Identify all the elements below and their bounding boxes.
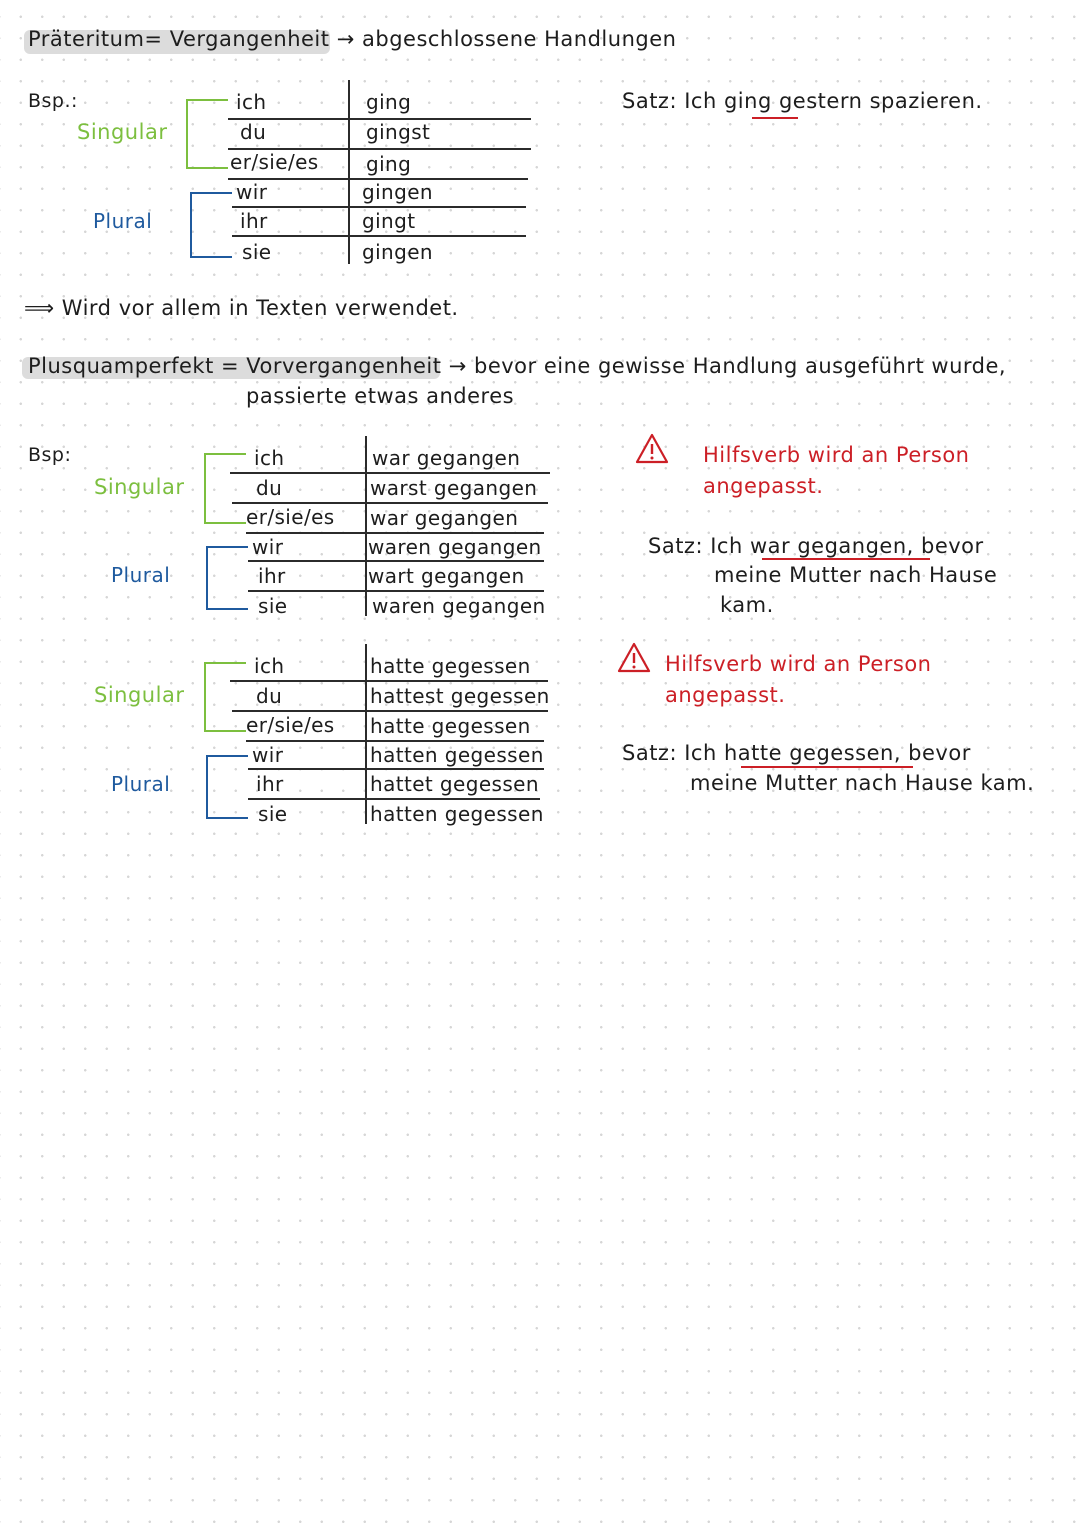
- plural-label: Plural: [111, 563, 171, 587]
- verb-form-cell: war gegangen: [370, 506, 519, 530]
- verb-underline: [752, 117, 798, 119]
- warning-triangle-icon: [635, 433, 669, 465]
- sentence-end: , bevor: [906, 534, 984, 558]
- pronoun-cell: sie: [242, 240, 272, 264]
- plusquamperfekt-heading: [28, 354, 1006, 378]
- pronoun-cell: du: [256, 684, 283, 708]
- plural-label: Plural: [93, 209, 153, 233]
- example-sentence: [622, 89, 983, 113]
- sentence-end: gestern spazieren.: [778, 89, 983, 113]
- singular-label: Singular: [94, 475, 185, 499]
- satz-label: Satz:: [622, 89, 678, 113]
- verb-form-cell: gingen: [362, 240, 434, 264]
- pronoun-cell: wir: [252, 743, 284, 767]
- pronoun-cell: ihr: [240, 209, 268, 233]
- warning-text-line2: angepasst.: [665, 683, 786, 707]
- singular-bracket: [204, 662, 246, 732]
- singular-bracket: [186, 99, 228, 169]
- verb-underline: [762, 558, 930, 560]
- sentence-start: Ich: [684, 89, 717, 113]
- bsp-label: Bsp:: [28, 444, 72, 466]
- heading-arrow: →: [448, 354, 467, 378]
- usage-note: ⟹ Wird vor allem in Texten verwendet.: [24, 296, 459, 320]
- pronoun-cell: er/sie/es: [230, 150, 319, 174]
- verb-form-cell: ging: [366, 152, 412, 176]
- pronoun-cell: du: [240, 120, 267, 144]
- singular-label: Singular: [77, 120, 168, 144]
- sentence-start: Ich: [710, 534, 743, 558]
- sentence-verb: war gegangen: [749, 534, 907, 558]
- verb-form-cell: war gegangen: [372, 446, 521, 470]
- sentence-end: , bevor: [893, 741, 971, 765]
- pronoun-cell: sie: [258, 594, 288, 618]
- pronoun-cell: wir: [252, 535, 284, 559]
- plural-bracket: [206, 546, 248, 610]
- singular-label: Singular: [94, 683, 185, 707]
- sentence-verb: hatte gegessen: [723, 741, 894, 765]
- pronoun-cell: du: [256, 476, 283, 500]
- warning-triangle-icon: [617, 642, 651, 674]
- sentence-line3: kam.: [720, 593, 774, 617]
- pronoun-cell: wir: [236, 180, 268, 204]
- bsp-label: Bsp.:: [28, 90, 78, 112]
- heading-arrow: →: [336, 27, 355, 51]
- verb-form-cell: gingt: [362, 209, 416, 233]
- warning-text-line1: Hilfsverb wird an Person: [703, 443, 970, 467]
- plural-bracket: [206, 755, 248, 819]
- singular-bracket: [204, 453, 246, 524]
- sentence-start: Ich: [684, 741, 717, 765]
- plural-label: Plural: [111, 772, 171, 796]
- heading-meaning: Vorvergangenheit: [246, 354, 442, 378]
- heading-description: abgeschlossene Handlungen: [362, 27, 677, 51]
- verb-form-cell: hatte gegessen: [370, 714, 531, 738]
- verb-form-cell: waren gegangen: [368, 535, 542, 559]
- sentence-line2: meine Mutter nach Hause kam.: [690, 771, 1035, 795]
- warning-text-line1: Hilfsverb wird an Person: [665, 652, 932, 676]
- satz-label: Satz:: [622, 741, 678, 765]
- sentence-verb: ging: [723, 89, 772, 113]
- heading-term: Präteritum: [28, 27, 145, 51]
- verb-form-cell: waren gegangen: [372, 594, 546, 618]
- heading-description: bevor eine gewisse Handlung ausgeführt wurde,: [473, 354, 1007, 378]
- example-sentence: [622, 741, 971, 765]
- praeteritum-heading: [28, 27, 676, 51]
- verb-underline: [741, 766, 913, 768]
- pronoun-cell: er/sie/es: [246, 713, 335, 737]
- verb-form-cell: hatte gegessen: [370, 654, 531, 678]
- pronoun-cell: ihr: [256, 772, 284, 796]
- verb-form-cell: hatten gegessen: [370, 743, 544, 767]
- warning-text-line2: angepasst.: [703, 474, 824, 498]
- heading-equals: =: [221, 354, 240, 378]
- verb-form-cell: hattet gegessen: [370, 772, 539, 796]
- pronoun-cell: ihr: [258, 564, 286, 588]
- plural-bracket: [190, 192, 232, 258]
- pronoun-cell: ich: [254, 446, 285, 470]
- verb-form-cell: gingen: [362, 180, 434, 204]
- pronoun-cell: er/sie/es: [246, 505, 335, 529]
- pronoun-cell: ich: [254, 654, 285, 678]
- heading-term: Plusquamperfekt: [28, 354, 214, 378]
- verb-form-cell: ging: [366, 90, 412, 114]
- verb-form-cell: warst gegangen: [370, 476, 538, 500]
- heading-description-line2: passierte etwas anderes: [246, 384, 515, 408]
- satz-label: Satz:: [648, 534, 704, 558]
- verb-form-cell: hatten gegessen: [370, 802, 544, 826]
- verb-form-cell: gingst: [366, 120, 431, 144]
- pronoun-cell: sie: [258, 802, 288, 826]
- pronoun-cell: ich: [236, 90, 267, 114]
- sentence-line2: meine Mutter nach Hause: [714, 563, 998, 587]
- verb-form-cell: wart gegangen: [368, 564, 525, 588]
- heading-equals: =: [144, 27, 163, 51]
- example-sentence: [648, 534, 984, 558]
- heading-meaning: Vergangenheit: [169, 27, 330, 51]
- verb-form-cell: hattest gegessen: [370, 684, 550, 708]
